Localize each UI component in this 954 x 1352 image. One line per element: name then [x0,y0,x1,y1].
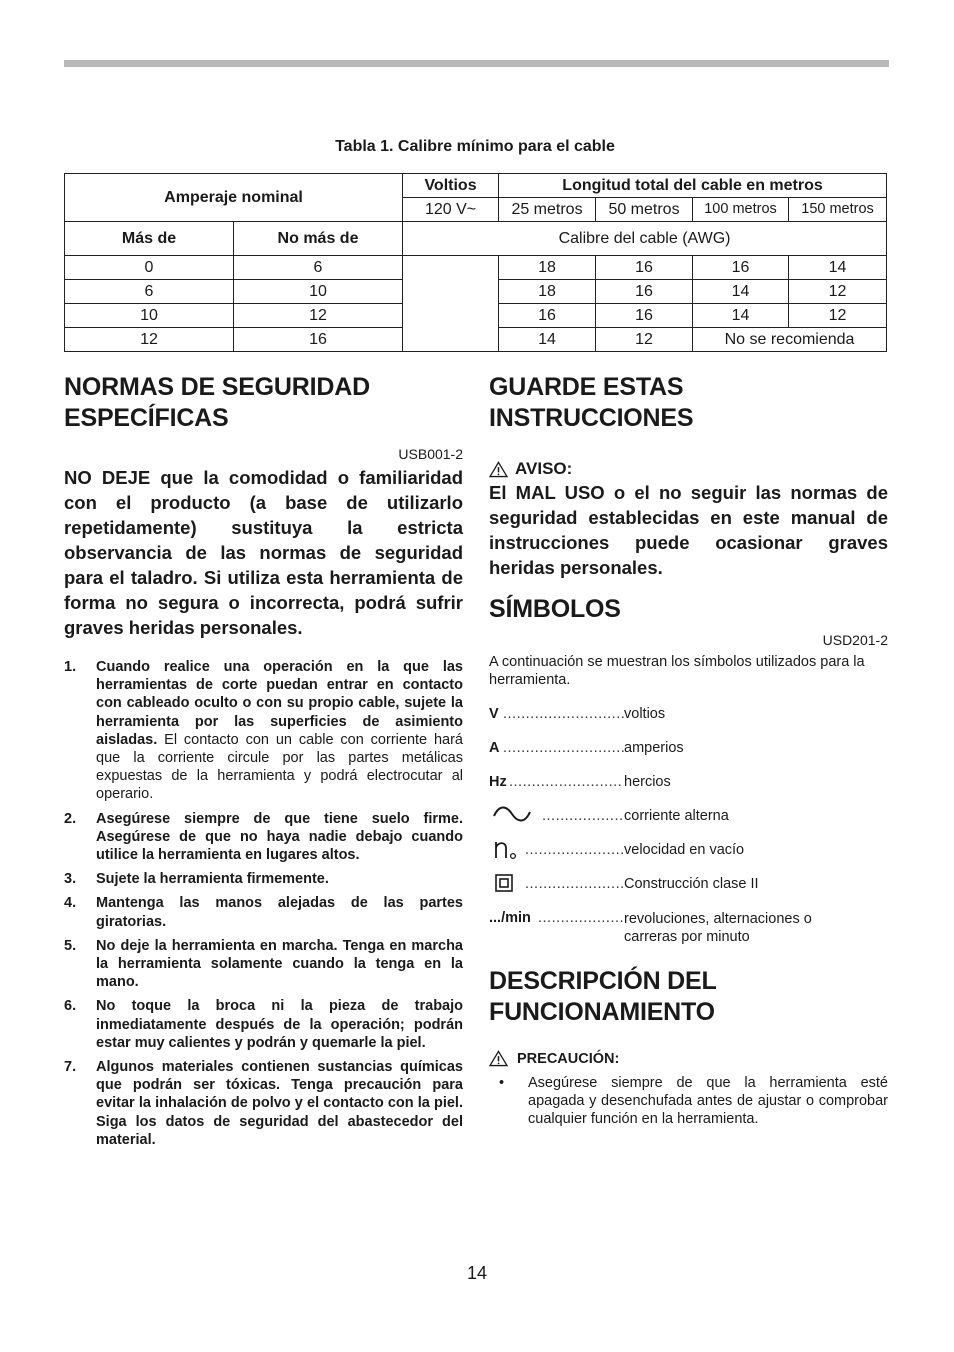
cell: 16 [499,304,596,328]
cell: 12 [234,304,403,328]
symbol-row: V ........................... voltios [489,706,666,722]
cell: 16 [234,328,403,352]
cell: 12 [65,328,234,352]
empty-voltage-cell [403,256,499,352]
no-load-speed-icon [493,838,519,862]
list-item: 6. No toque la broca ni la pieza de trabajo inmediatamente después de la operación; podrán estar muy calientes y podrán y quemarle la piel. [64,998,463,1051]
section-heading-safety: NORMAS DE SEGURIDAD ESPECÍFICAS [64,373,370,432]
caution-bullet: • Asegúrese siempre de que la herramienta esté apagada y desenchufada antes de ajustar o comprobar cualquier función en la herramienta. [489,1074,888,1128]
cell: 0 [65,256,234,280]
warning-triangle-icon [489,461,508,478]
safety-rules-list [64,658,463,1149]
cell: 10 [234,280,403,304]
header-voltios: Voltios [403,174,499,198]
section-heading-save: GUARDE ESTAS INSTRUCCIONES [489,373,694,432]
list-item: 7. Algunos materiales contienen sustancias químicas que podrán ser tóxicas. Tenga precaución para evitar la inhalación de polvo y el contacto con la piel. Siga los datos de seguridad del abastecedor del material. [64,1059,463,1148]
header-mas-de: Más de [65,222,234,256]
list-item: 5. No deje la herramienta en marcha. Tenga en marcha la herramienta solamente cuando la tenga en la mano. [64,937,463,991]
header-120v: 120 V~ [403,198,499,222]
warning-label: AVISO: [489,459,888,479]
cell: 14 [789,256,887,280]
list-item: 3. Sujete la herramienta firmemente. [64,871,329,888]
symbol-row: ...................... Construcción clase II [489,876,888,910]
cell: 14 [693,280,789,304]
caution-label: PRECAUCIÓN: [489,1050,888,1067]
cell: 16 [596,280,693,304]
header-length: 25 metros [499,198,596,222]
cell: 6 [65,280,234,304]
cell: 6 [234,256,403,280]
symbols-intro: A continuación se muestran los símbolos utilizados para la herramienta. [489,654,865,688]
section-heading-symbols: SÍMBOLOS [489,595,621,623]
table-row [65,256,887,280]
top-rule [64,60,889,67]
warning-text: El MAL USO o el no seguir las normas de seguridad establecidas en este manual de instrucciones puede ocasionar graves heridas personales. [489,482,888,578]
cell: 16 [596,256,693,280]
symbols-list [489,706,888,956]
cell: 12 [789,304,887,328]
symbol-row: ...................... velocidad en vacío [489,842,888,876]
symbol-row: .................. corriente alterna [489,808,888,842]
cell: 12 [596,328,693,352]
cell: 10 [65,304,234,328]
list-item: 2. Asegúrese siempre de que tiene suelo firme. Asegúrese de que no haya nadie debajo cuando utilice la herramienta en lugares altos. [64,810,463,864]
header-length: 150 metros [789,198,887,222]
doc-code: USB001-2 [398,446,463,462]
class-ii-construction-icon [495,874,513,892]
header-no-mas-de: No más de [234,222,403,256]
table-title: Tabla 1. Calibre mínimo para el cable [335,138,615,155]
left-column [64,372,463,1155]
page-number: 14 [466,1263,488,1283]
cell: 14 [499,328,596,352]
cable-gauge-table [64,173,887,352]
header-length: 50 metros [596,198,693,222]
safety-lead-paragraph: NO DEJE que la comodidad o familiaridad con el producto (a base de utilizarlo repetidamente) sustituya la estricta observancia de las normas de seguridad para el taladro. Si utiliza esta herramienta de forma no segura o incorrecta, podrá sufrir graves heridas personales. [64,467,463,638]
symbol-row: A ........................... amperios [489,740,684,756]
list-item: 4. Mantenga las manos alejadas de las partes giratorias. [64,895,463,930]
header-calibre: Calibre del cable (AWG) [403,222,887,256]
doc-code: USD201-2 [822,632,888,648]
cell: 18 [499,256,596,280]
section-heading-description: DESCRIPCIÓN DEL FUNCIONAMIENTO [489,967,717,1026]
symbol-row: Hz ......................... hercios [489,774,671,790]
cell-not-recommended: No se recomienda [693,328,887,352]
cell: 16 [693,256,789,280]
header-longitud: Longitud total del cable en metros [499,174,887,198]
symbol-row: .../min ................... revoluciones, alternaciones o carreras por minuto [489,910,812,945]
cell: 16 [596,304,693,328]
alternating-current-icon [492,804,532,824]
right-column [489,372,888,1128]
cell: 12 [789,280,887,304]
header-length: 100 metros [693,198,789,222]
cell: 14 [693,304,789,328]
header-amperaje: Amperaje nominal [65,174,403,222]
caution-triangle-icon [489,1050,508,1067]
list-item: 1. Cuando realice una operación en la que las herramientas de corte puedan entrar en contacto con cableado oculto o con su propio cable, sujete la herramienta por las superficies de asimiento aisladas. El contacto con un cable con corriente hará que la corriente circule por las partes metálicas expuestas de la herramienta y podrá electrocutar al operario. [64,659,463,803]
cell: 18 [499,280,596,304]
